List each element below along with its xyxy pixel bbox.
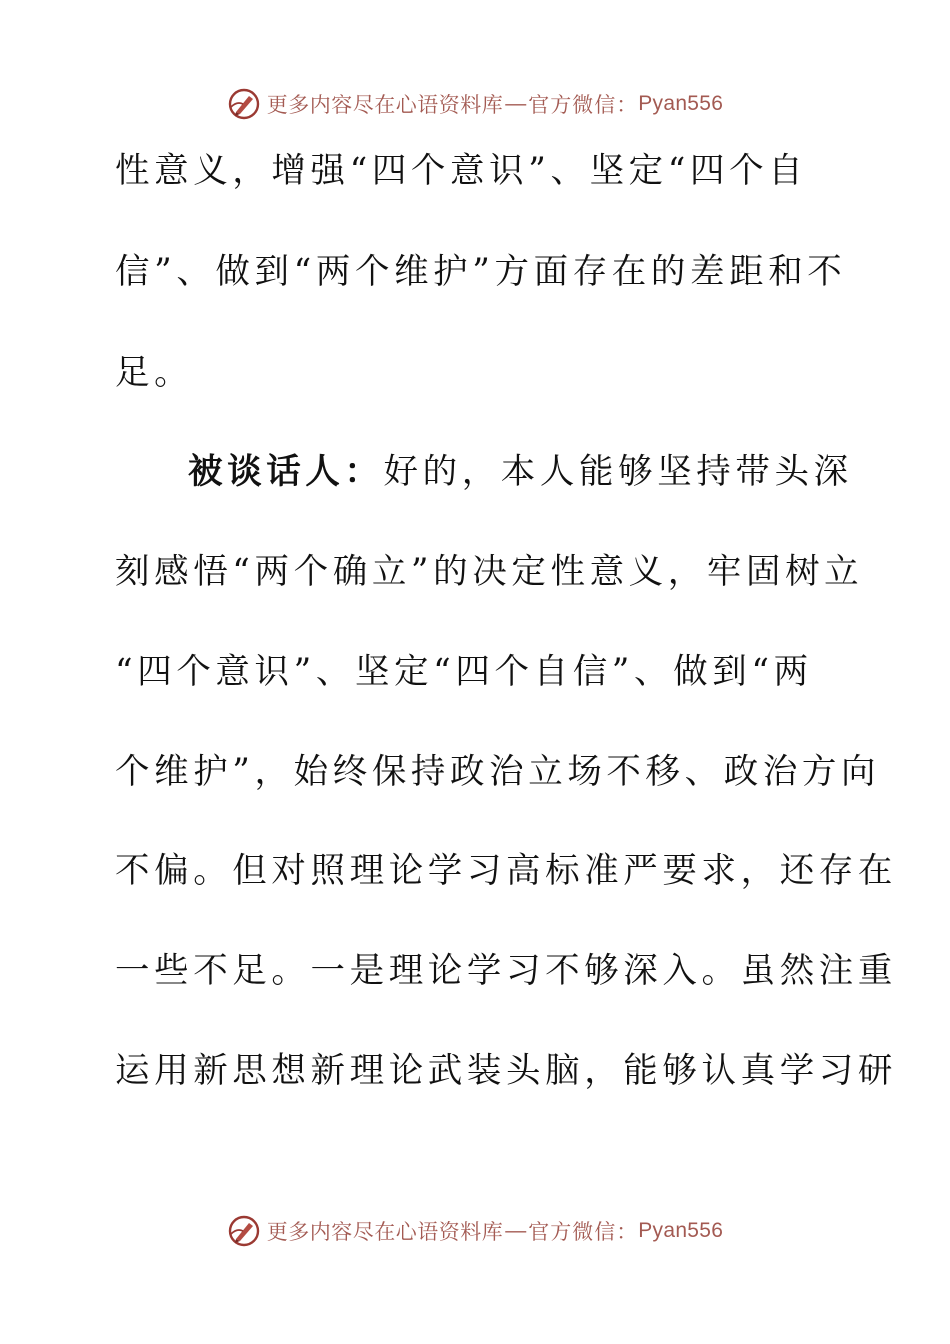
watermark-label: 官方微信： <box>528 1220 639 1244</box>
speaker-reply-start: 好的，本人能够坚持带头深 <box>383 452 853 492</box>
watermark-text: 更多内容尽在心语资料库 <box>266 93 504 117</box>
body-line: 足。 <box>115 353 194 393</box>
body-line: 性意义，增强“四个意识”、坚定“四个自 <box>115 151 808 191</box>
watermark-dash: — <box>505 1219 527 1242</box>
watermark-wechat-id: Pyan556 <box>638 1219 724 1242</box>
watermark-dash: — <box>505 92 527 115</box>
watermark-wechat-id: Pyan556 <box>638 92 724 115</box>
speaker-label: 被谈话人： <box>188 452 384 492</box>
speaker-paragraph-first-line <box>188 442 853 502</box>
reply-line: 个维护”，始终保持政治立场不移、政治方向 <box>115 752 881 792</box>
reply-line: 一些不足。一是理论学习不够深入。虽然注重 <box>115 951 897 991</box>
body-line: 信”、做到“两个维护”方面存在的差距和不 <box>115 252 847 292</box>
watermark-text: 更多内容尽在心语资料库 <box>266 1220 504 1244</box>
footer-watermark <box>0 1211 950 1251</box>
reply-line: 不偏。但对照理论学习高标准严要求，还存在 <box>115 851 897 891</box>
reply-line: 运用新思想新理论武装头脑，能够认真学习研 <box>115 1051 897 1091</box>
watermark-label: 官方微信： <box>528 93 639 117</box>
reply-line: 刻感悟“两个确立”的决定性意义，牢固树立 <box>115 552 864 592</box>
pen-circle-logo-icon <box>227 87 261 121</box>
reply-line: “四个意识”、坚定“四个自信”、做到“两 <box>115 652 813 692</box>
pen-circle-logo-icon <box>227 1214 261 1248</box>
header-watermark <box>0 84 950 124</box>
